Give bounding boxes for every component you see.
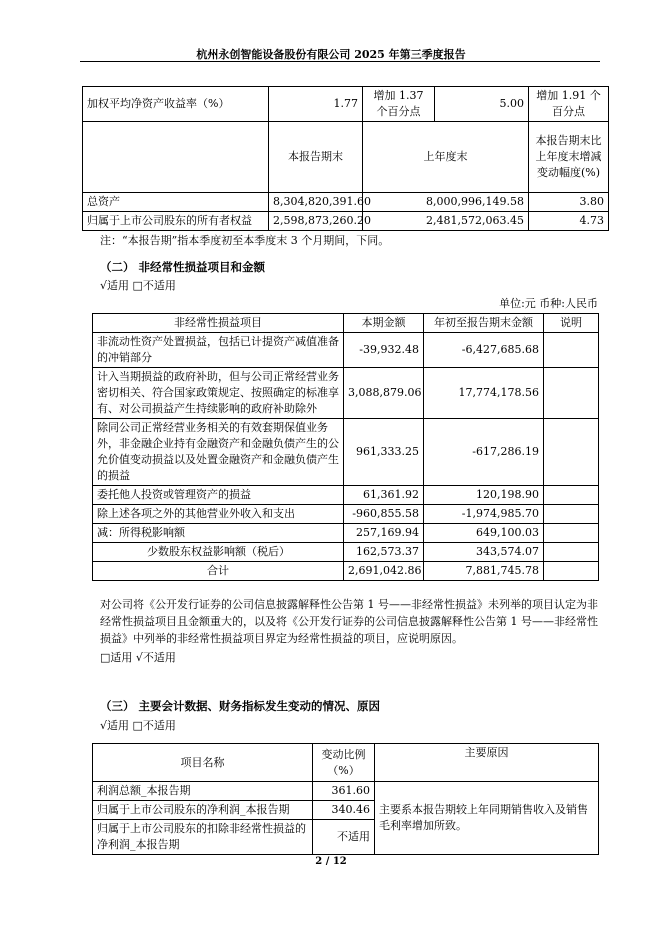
head-prior-end: 上年度末 [363,122,529,193]
item-note [544,486,599,505]
change-ratio: 不适用 [313,820,375,855]
item-current: 61,361.92 [344,486,424,505]
item-note [544,333,599,368]
item-label: 计入当期损益的政府补助，但与公司正常经营业务密切相关、符合国家政策规定、按照确定的标准享有、对公司损益产生持续影响的政府补助除外 [93,368,344,419]
change-ratio: 361.60 [313,782,375,801]
item-label: 少数股东权益影响额（税后） [93,543,344,562]
item-current: -39,932.48 [344,333,424,368]
item-ytd: -617,286.19 [424,419,544,486]
item-ytd: -1,974,985.70 [424,505,544,524]
item-ytd: -6,427,685.68 [424,333,544,368]
head-note: 说明 [544,314,599,333]
section-2-title: （二） 非经常性损益项目和金额 [100,260,266,274]
total-current: 2,691,042.86 [344,562,424,581]
item-ytd: 343,574.07 [424,543,544,562]
section-3-title: （三） 主要会计数据、财务指标发生变动的情况、原因 [100,699,381,713]
roe-label: 加权平均净资产收益率（%） [83,87,269,122]
item-current: 257,169.94 [344,524,424,543]
total-label: 合计 [93,562,344,581]
item-note [544,524,599,543]
section-2-apply: √适用 □不适用 [100,279,176,292]
roe-change-1: 增加 1.37 个百分点 [363,87,435,122]
note: 注：“本报告期”指本季度初至本季度末 3 个月期间，下同。 [100,234,390,247]
item-note [544,505,599,524]
item-current: -960,855.58 [344,505,424,524]
non-recurring-table [92,313,599,581]
key-data-table [82,86,609,231]
head-current: 本期金额 [344,314,424,333]
item-note [544,368,599,419]
page-header: 杭州永创智能设备股份有限公司 2025 年第三季度报告 [196,48,466,61]
head-ytd: 年初至报告期末金额 [424,314,544,333]
roe-ytd: 5.00 [435,87,529,122]
item-current: 961,333.25 [344,419,424,486]
total-note [544,562,599,581]
head-change-pct: 本报告期末比上年度末增减变动幅度(%) [529,122,609,193]
row-current: 2,598,873,260.20 [269,212,363,231]
unit-note: 单位:元 币种:人民币 [499,297,598,310]
row-label: 总资产 [83,193,269,212]
explanation-paragraph: 对公司将《公开发行证券的公司信息披露解释性公告第 1 号——非经常性损益》未列举的项目认定为非经常性损益项目且金额重大的，以及将《公开发行证券的公司信息披露解释性公告第 1 号——非经常性损益》中列举的非经常性损益项目界定为经常性损益的项目，应说明原因。 [100,598,598,645]
head-item-name: 项目名称 [93,744,313,782]
head-blank [83,122,269,193]
head-ratio: 变动比例（%） [313,744,375,782]
row-label: 归属于上市公司股东的所有者权益 [83,212,269,231]
item-ytd: 17,774,178.56 [424,368,544,419]
roe-change-2: 增加 1.91 个百分点 [529,87,609,122]
item-ytd: 120,198.90 [424,486,544,505]
head-current-end: 本报告期末 [269,122,363,193]
row-change: 3.80 [529,193,609,212]
item-label: 除同公司正常经营业务相关的有效套期保值业务外，非金融企业持有金融资产和金融负债产生的公允价值变动损益以及处置金融资产和金融负债产生的损益 [93,419,344,486]
item-current: 162,573.37 [344,543,424,562]
section-3-apply: √适用 □不适用 [100,719,176,732]
head-item: 非经常性损益项目 [93,314,344,333]
change-ratio: 340.46 [313,801,375,820]
head-reason: 主要原因 [375,744,599,782]
row-change: 4.73 [529,212,609,231]
section-2-apply-2: □适用 √不适用 [100,651,176,664]
change-item: 归属于上市公司股东的净利润_本报告期 [93,801,313,820]
item-note [544,543,599,562]
page-number: 2 / 12 [315,856,347,867]
header-rule [80,61,600,62]
change-reason: 主要系本报告期较上年同期销售收入及销售毛利率增加所致。 [375,782,599,855]
change-item: 利润总额_本报告期 [93,782,313,801]
row-prior: 8,000,996,149.58 [363,193,529,212]
item-note [544,419,599,486]
item-label: 委托他人投资或管理资产的损益 [93,486,344,505]
item-label: 除上述各项之外的其他营业外收入和支出 [93,505,344,524]
item-current: 3,088,879.06 [344,368,424,419]
change-item: 归属于上市公司股东的扣除非经常性损益的净利润_本报告期 [93,820,313,855]
item-label: 减：所得税影响额 [93,524,344,543]
row-prior: 2,481,572,063.45 [363,212,529,231]
change-table [92,743,599,855]
row-current: 8,304,820,391.60 [269,193,363,212]
item-ytd: 649,100.03 [424,524,544,543]
roe-current: 1.77 [269,87,363,122]
item-label: 非流动性资产处置损益，包括已计提资产减值准备的冲销部分 [93,333,344,368]
total-ytd: 7,881,745.78 [424,562,544,581]
